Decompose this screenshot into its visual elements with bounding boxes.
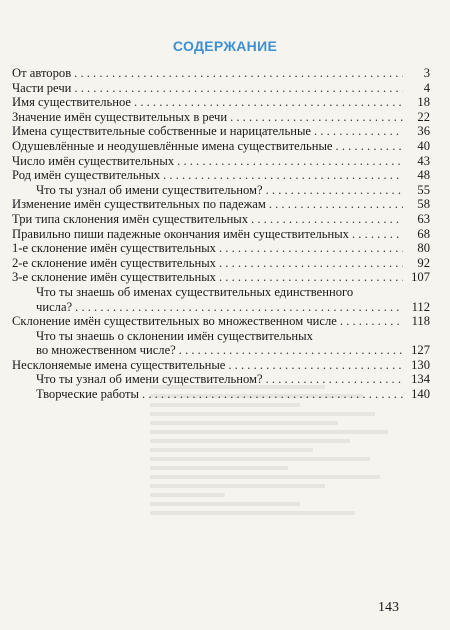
faint-imprint-text [150,380,400,570]
toc-entry [12,212,430,227]
toc-entry [12,256,430,271]
toc-entry [12,314,430,329]
toc-entry [12,154,430,169]
dot-leader [75,300,403,315]
toc-entry-title: Что ты узнал об имени существительном? [36,372,263,387]
dot-leader [74,66,403,81]
toc-entry [12,124,430,139]
toc-entry-title: числа? [36,299,73,314]
toc-entry-title: Склонение имён существительных во множественном числе [12,314,337,329]
toc-entry [12,241,430,256]
toc-entry-title: Имя существительное [12,95,132,110]
toc-entry-page: 18 [417,95,430,110]
toc-entry-title: Изменение имён существительных по падежам [12,197,266,212]
toc-entry-page: 68 [417,226,430,241]
toc-entry-page: 22 [417,109,430,124]
toc-entry-page: 112 [411,299,430,314]
toc-entry-title: Три типа склонения имён существительных [12,211,249,226]
dot-leader [314,124,403,139]
toc-entry-title-line1: Что ты знаешь об именах существительных единственного [36,284,354,299]
toc-entry-page: 134 [411,372,430,387]
toc-entry-title: во множественном числе? [36,343,176,358]
toc-entry-page: 80 [417,241,430,256]
dot-leader [251,212,403,227]
dot-leader [163,168,403,183]
toc-entry [12,358,430,373]
toc-entry [12,197,430,212]
toc-entry-title: Что ты узнал об имени существительном? [36,182,263,197]
table-of-contents [12,66,430,402]
toc-entry-page: 55 [417,182,430,197]
dot-leader [142,387,403,402]
page-title: СОДЕРЖАНИЕ [172,38,278,54]
toc-entry [12,81,430,96]
toc-entry [12,227,430,242]
toc-entry-page: 118 [411,314,430,329]
toc-entry [12,329,430,358]
dot-leader [134,95,403,110]
toc-entry-page: 107 [411,270,430,285]
toc-entry-page: 36 [417,124,430,139]
toc-entry-title: Род имён существительных [12,168,161,183]
toc-entry-page: 40 [417,138,430,153]
dot-leader [74,81,403,96]
dot-leader [228,358,403,373]
dot-leader [269,197,403,212]
toc-entry-title: Значение имён существительных в речи [12,109,228,124]
dot-leader [219,256,403,271]
dot-leader [336,139,403,154]
toc-entry-page: 58 [417,197,430,212]
toc-entry-title: Несклоняемые имена существительные [12,357,226,372]
toc-entry-title: Имена существительные собственные и нарицательные [12,124,311,139]
toc-entry [12,270,430,285]
toc-entry-title: Творческие работы [36,387,140,402]
dot-leader [352,227,403,242]
toc-entry-page: 130 [411,357,430,372]
dot-leader [230,110,403,125]
toc-entry-title: Правильно пиши падежные окончания имён существительных [12,226,349,241]
toc-entry-page: 140 [411,387,430,402]
toc-entry [12,139,430,154]
dot-leader [177,154,403,169]
toc-entry-page: 4 [423,80,430,95]
toc-entry-page: 127 [411,343,430,358]
toc-entry-title: От авторов [12,66,72,80]
toc-entry [12,372,430,387]
dot-leader [219,270,403,285]
toc-entry [12,95,430,110]
toc-entry-title: Части речи [12,80,72,95]
toc-entry-page: 48 [417,168,430,183]
toc-entry-title: Число имён существительных [12,153,175,168]
toc-entry [12,183,430,198]
page-number: 143 [378,600,399,615]
dot-leader [219,241,403,256]
toc-entry-title: 3-е склонение имён существительных [12,270,216,285]
toc-entry-title: 1-е склонение имён существительных [12,241,216,256]
toc-entry [12,66,430,81]
toc-entry-title: Одушевлённые и неодушевлённые имена существительные [12,138,333,153]
toc-entry-page: 43 [417,153,430,168]
toc-entry [12,110,430,125]
dot-leader [266,372,403,387]
toc-entry-page: 3 [423,66,430,80]
dot-leader [179,343,403,358]
toc-entry-page: 63 [417,211,430,226]
dot-leader [340,314,403,329]
toc-entry-title-line1: Что ты знаешь о склонении имён существительных [36,328,313,343]
toc-entry [12,168,430,183]
dot-leader [266,183,403,198]
toc-entry-page: 92 [417,255,430,270]
toc-entry [12,285,430,314]
toc-entry [12,387,430,402]
toc-entry-title: 2-е склонение имён существительных [12,255,216,270]
